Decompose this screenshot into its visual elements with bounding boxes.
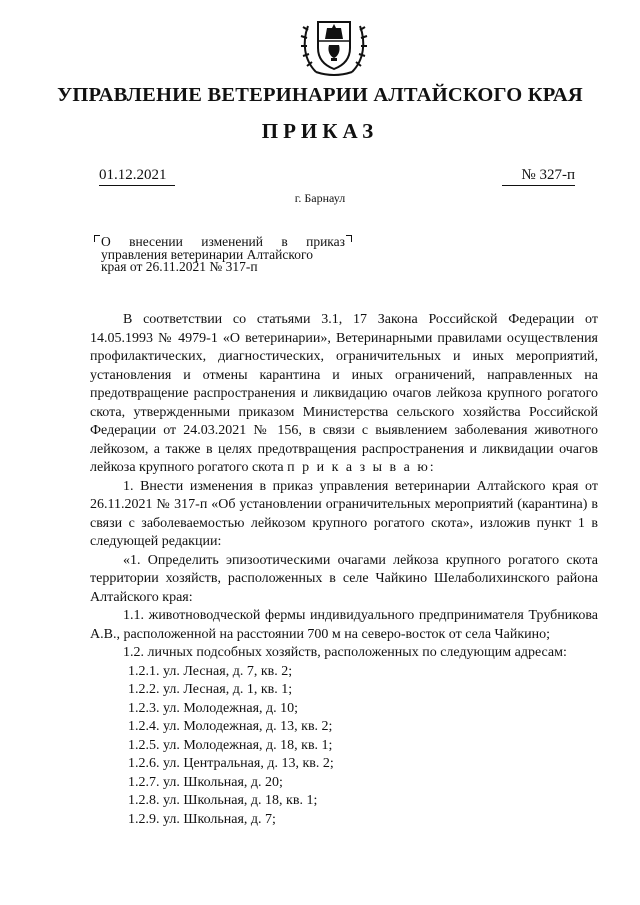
document-body <box>90 311 598 829</box>
subject-line-2: управления ветеринарии Алтайского <box>101 246 313 262</box>
document-number: № 327-п <box>502 167 575 186</box>
preamble-paragraph <box>90 311 598 478</box>
clause-1-paragraph: 1. Внести изменения в приказ управления ветеринарии Алтайского края от 26.11.2021 № 317-п «Об установлении ограничительных мероприятий (карантина) в связи с заболеваемостью лейкозом крупного рогатого скота», изложив пункт 1 в следующей редакции: <box>90 478 598 549</box>
document-subject <box>101 236 345 274</box>
subject-word: О <box>101 234 111 249</box>
clause-1-1-paragraph: 1.1. животноводческой фермы индивидуального предпринимателя Трубникова А.В., расположенной на расстоянии 700 м на северо-восток от села Чайкино; <box>90 608 598 642</box>
clause-1-new-text-paragraph: «1. Определить эпизоотическими очагами лейкоза крупного рогатого скота территории хозяйств, расположенных в селе Чайкино Шелаболихинского района Алтайского края: <box>90 552 598 605</box>
document-date: 01.12.2021 <box>99 167 175 186</box>
address-item: 1.2.5. ул. Молодежная, д. 18, кв. 1; <box>128 737 333 753</box>
subject-corner-right <box>346 235 352 242</box>
altai-krai-coat-of-arms-icon <box>294 8 374 80</box>
subject-line-3: края от 26.11.2021 № 317-п <box>101 259 258 274</box>
address-item: 1.2.7. ул. Школьная, д. 20; <box>128 774 283 790</box>
address-item: 1.2.2. ул. Лесная, д. 1, кв. 1; <box>128 682 293 697</box>
clause-1-2-paragraph: 1.2. личных подсобных хозяйств, расположенных по следующим адресам: <box>123 645 567 660</box>
address-item: 1.2.3. ул. Молодежная, д. 10; <box>128 700 299 716</box>
subject-word: внесении <box>129 234 183 249</box>
address-item: 1.2.6. ул. Центральная, д. 13, кв. 2; <box>128 756 334 771</box>
subject-word: в <box>281 234 288 249</box>
subject-word: приказ <box>306 234 345 249</box>
document-city: г. Барнаул <box>294 191 346 205</box>
subject-word: изменений <box>201 234 264 249</box>
organization-title: УПРАВЛЕНИЕ ВЕТЕРИНАРИИ АЛТАЙСКОГО КРАЯ <box>57 84 583 106</box>
address-item: 1.2.8. ул. Школьная, д. 18, кв. 1; <box>128 793 318 808</box>
address-item: 1.2.4. ул. Молодежная, д. 13, кв. 2; <box>128 719 333 734</box>
address-item: 1.2.1. ул. Лесная, д. 7, кв. 2; <box>128 663 293 679</box>
order-word: п р и к а з ы в а ю: <box>287 460 436 475</box>
address-item: 1.2.9. ул. Школьная, д. 7; <box>128 811 276 827</box>
document-type-title: ПРИКАЗ <box>261 119 379 143</box>
subject-corner-left <box>94 235 100 242</box>
preamble-text: В соответствии со статьями 3.1, 17 Закона Российской Федерации от 14.05.1993 № 4979-1 «О ветеринарии», Ветеринарными правилами осуществления профилактических, диагностических, ограничительных и иных мероприятий, установления и отмены карантина и иных ограничений, направленных на предотвращение распространения и ликвидацию очагов лейкоза крупного рогатого скота, утвержденными приказом Министерства сельского хозяйства Российской Федерации от 24.03.2021 № 156, в связи с выявлением заболевания животного лейкозом, а также в целях предотвращения распространения и ликвидации очагов лейкоза крупного рогатого скота <box>90 312 598 475</box>
